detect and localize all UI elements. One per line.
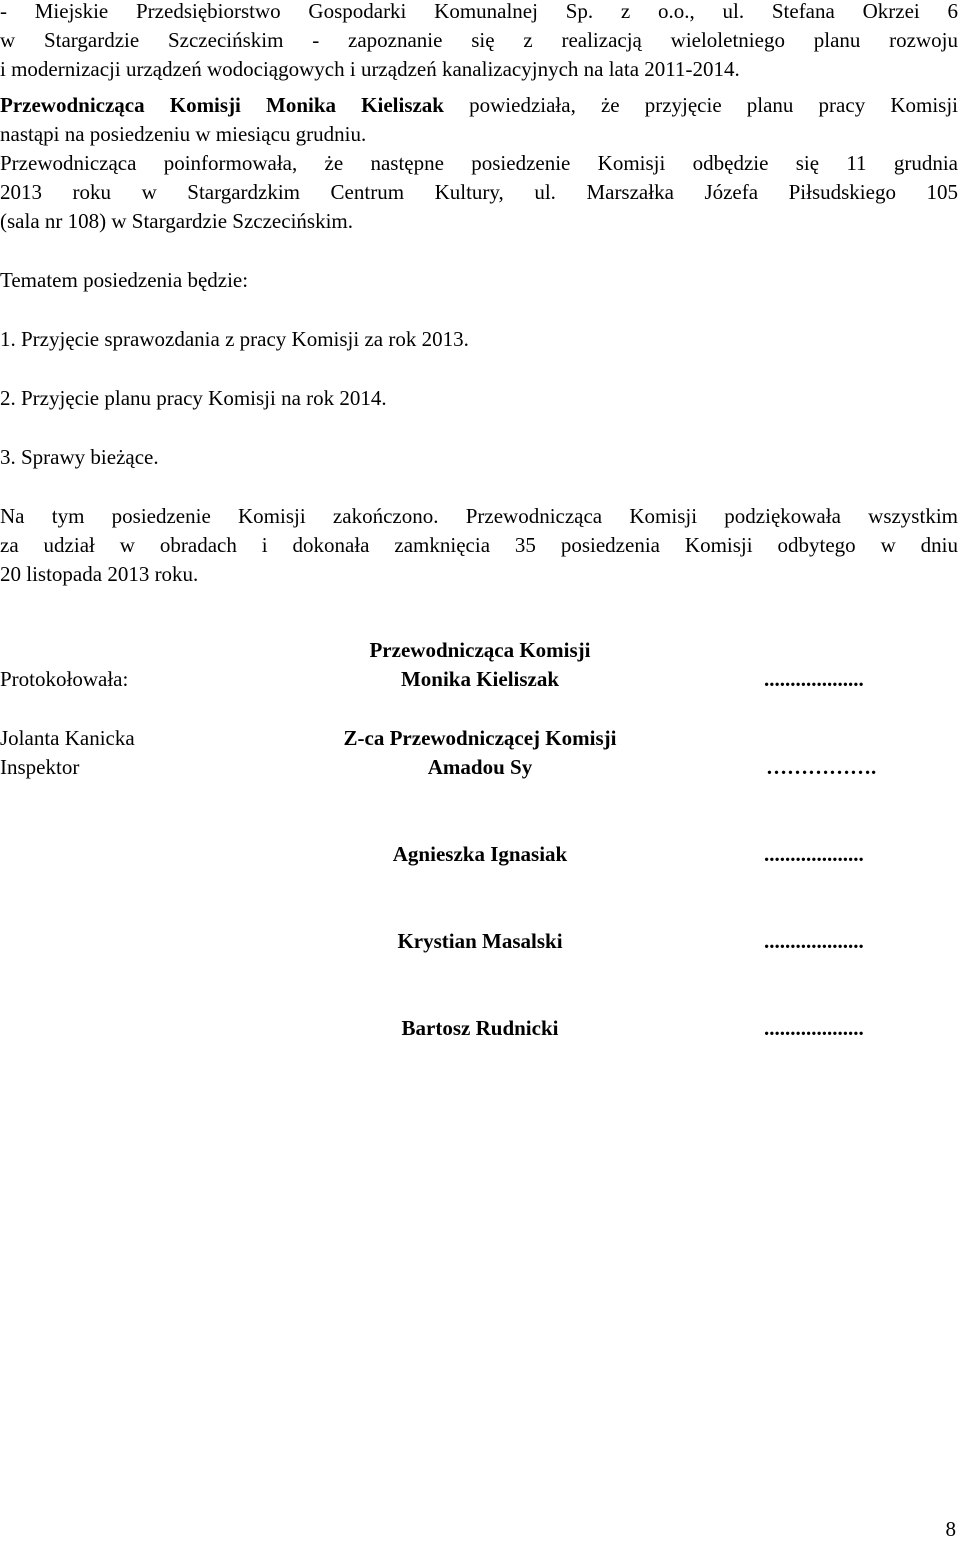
member-signature-dots: ...................	[764, 929, 864, 953]
next-meeting-line-1: Przewodnicząca poinformowała, że następne posiedzenie Komisji odbędzie się 11 grudnia	[0, 151, 958, 175]
member-name: Agnieszka Ignasiak	[392, 842, 568, 866]
recorder-role: Inspektor	[0, 755, 80, 779]
chair-name-inline: Przewodnicząca Komisji Monika Kieliszak	[0, 93, 444, 117]
next-meeting-line-3: (sala nr 108) w Stargardzie Szczecińskim.	[0, 209, 353, 233]
plan-paragraph	[0, 91, 958, 149]
page-number: 8	[945, 1517, 956, 1541]
agenda-item: 1. Przyjęcie sprawozdania z pracy Komisji za rok 2013.	[0, 327, 469, 351]
recorder-label: Protokołowała:	[0, 667, 129, 691]
plan-line-1-rest: powiedziała, że przyjęcie planu pracy Komisji	[444, 93, 958, 117]
chair-signature-dots: ...................	[764, 667, 864, 691]
plan-line-1	[0, 91, 958, 120]
member-name: Krystian Masalski	[397, 929, 563, 953]
deputy-signature-dots: …………….	[766, 755, 877, 779]
intro-line-1: - Miejskie Przedsiębiorstwo Gospodarki Komunalnej Sp. z o.o., ul. Stefana Okrzei 6	[0, 0, 958, 23]
deputy-name: Amadou Sy	[427, 755, 533, 779]
document-body	[0, 0, 958, 589]
agenda	[0, 266, 958, 472]
member-name: Bartosz Rudnicki	[401, 1016, 559, 1040]
member-signature-dots: ...................	[764, 1016, 864, 1040]
closing-line-2: za udział w obradach i dokonała zamknięcia 35 posiedzenia Komisji odbytego w dniu	[0, 533, 958, 557]
recorder-name: Jolanta Kanicka	[0, 726, 135, 750]
agenda-item: 3. Sprawy bieżące.	[0, 445, 159, 469]
chair-name: Monika Kieliszak	[400, 667, 560, 691]
intro-line-3: i modernizacji urządzeń wodociągowych i urządzeń kanalizacyjnych na lata 2011-2014.	[0, 57, 740, 81]
member-signature-dots: ...................	[764, 842, 864, 866]
intro-paragraph	[0, 0, 958, 84]
closing-line-1: Na tym posiedzenie Komisji zakończono. Przewodnicząca Komisji podziękowała wszystkim	[0, 504, 958, 528]
chair-title: Przewodnicząca Komisji	[369, 638, 591, 662]
agenda-heading: Tematem posiedzenia będzie:	[0, 268, 249, 292]
closing-line-3: 20 listopada 2013 roku.	[0, 562, 199, 586]
signature-block	[0, 636, 958, 1056]
next-meeting-paragraph	[0, 149, 958, 236]
closing-paragraph	[0, 502, 958, 589]
deputy-title: Z-ca Przewodniczącej Komisji	[343, 726, 617, 750]
plan-line-2: nastąpi na posiedzeniu w miesiącu grudniu.	[0, 122, 367, 146]
next-meeting-line-2: 2013 roku w Stargardzkim Centrum Kultury, ul. Marszałka Józefa Piłsudskiego 105	[0, 180, 958, 204]
intro-line-2: w Stargardzie Szczecińskim - zapoznanie się z realizacją wieloletniego planu rozwoju	[0, 28, 958, 52]
agenda-item: 2. Przyjęcie planu pracy Komisji na rok 2014.	[0, 386, 387, 410]
